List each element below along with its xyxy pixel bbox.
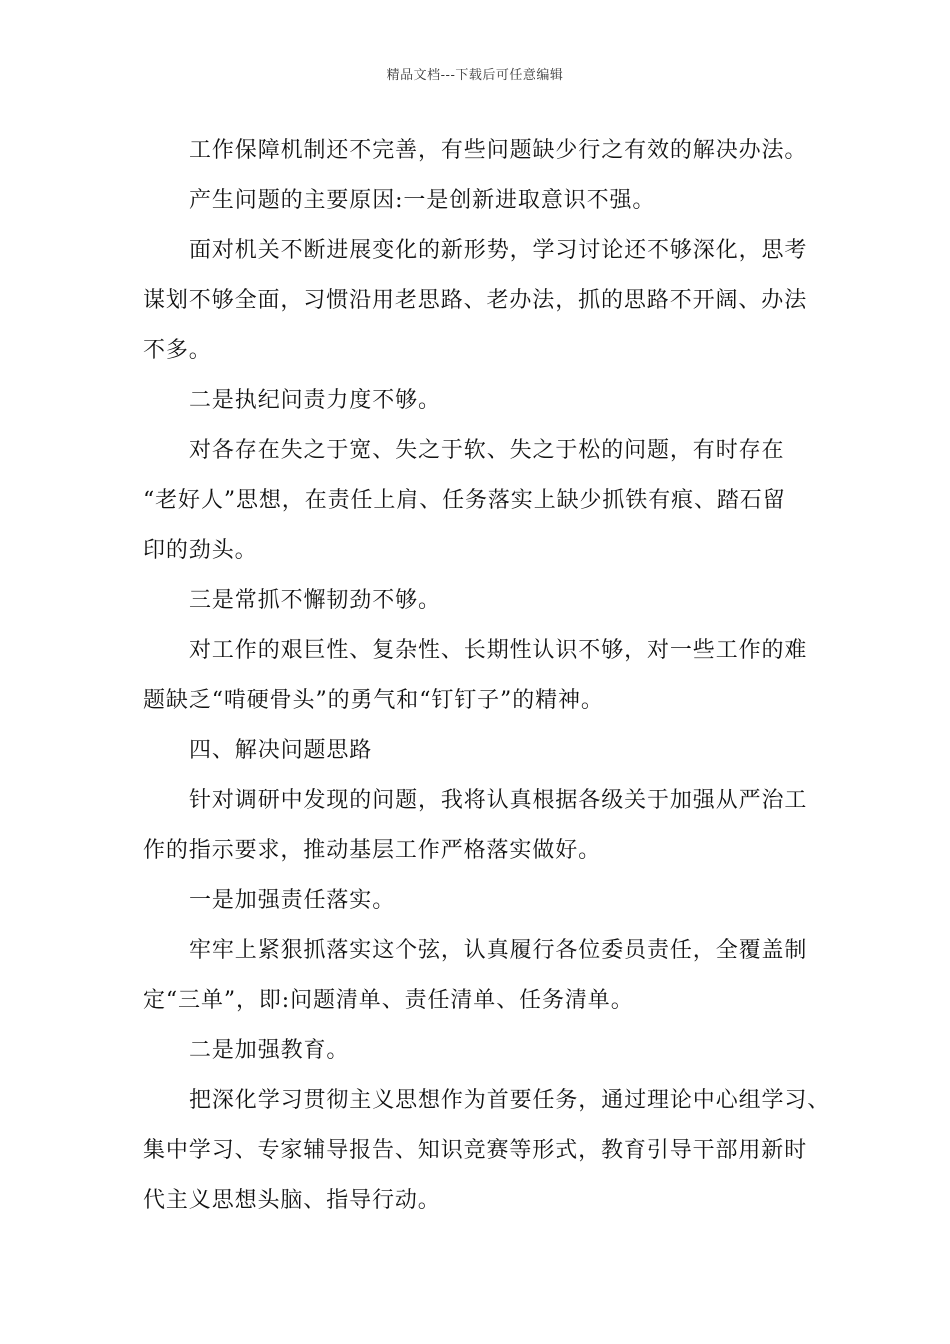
paragraph-line: 对工作的艰巨性、复杂性、长期性认识不够，对一些工作的难 (189, 638, 808, 663)
paragraph-line: 面对机关不断进展变化的新形势，学习讨论还不够深化，思考 (189, 238, 808, 263)
paragraph-line: 牢牢上紧狠抓落实这个弦，认真履行各位委员责任，全覆盖制 (189, 938, 808, 963)
paragraph-line: 谋划不够全面，习惯沿用老思路、老办法，抓的思路不开阔、办法 (143, 288, 808, 313)
paragraph-line: 产生问题的主要原因:一是创新进取意识不强。 (189, 188, 656, 213)
paragraph-line: 把深化学习贯彻主义思想作为首要任务，通过理论中心组学习、 (189, 1088, 831, 1113)
paragraph-line: 一是加强责任落实。 (189, 888, 396, 913)
paragraph-line: 题缺乏“啃硬骨头”的勇气和“钉钉子”的精神。 (143, 688, 604, 713)
paragraph-line: “老好人”思想，在责任上肩、任务落实上缺少抓铁有痕、踏石留 (143, 488, 786, 513)
page-header: 精品文档---下载后可任意编辑 (386, 68, 564, 83)
paragraph-line: 作的指示要求，推动基层工作严格落实做好。 (143, 838, 602, 863)
paragraph-line: 不多。 (143, 338, 212, 363)
paragraph-line: 代主义思想头脑、指导行动。 (143, 1188, 441, 1213)
paragraph-line: 工作保障机制还不完善，有些问题缺少行之有效的解决办法。 (189, 138, 808, 163)
paragraph-line: 三是常抓不懈韧劲不够。 (189, 588, 441, 613)
section-heading: 四、解决问题思路 (189, 738, 373, 763)
paragraph-line: 印的劲头。 (143, 538, 258, 563)
paragraph-line: 集中学习、专家辅导报告、知识竞赛等形式，教育引导干部用新时 (143, 1138, 808, 1163)
paragraph-line: 对各存在失之于宽、失之于软、失之于松的问题，有时存在 (189, 438, 785, 463)
paragraph-line: 定“三单”，即:问题清单、责任清单、任务清单。 (143, 988, 634, 1013)
paragraph-line: 二是加强教育。 (189, 1038, 350, 1063)
paragraph-line: 二是执纪问责力度不够。 (189, 388, 441, 413)
paragraph-line: 针对调研中发现的问题，我将认真根据各级关于加强从严治工 (189, 788, 808, 813)
